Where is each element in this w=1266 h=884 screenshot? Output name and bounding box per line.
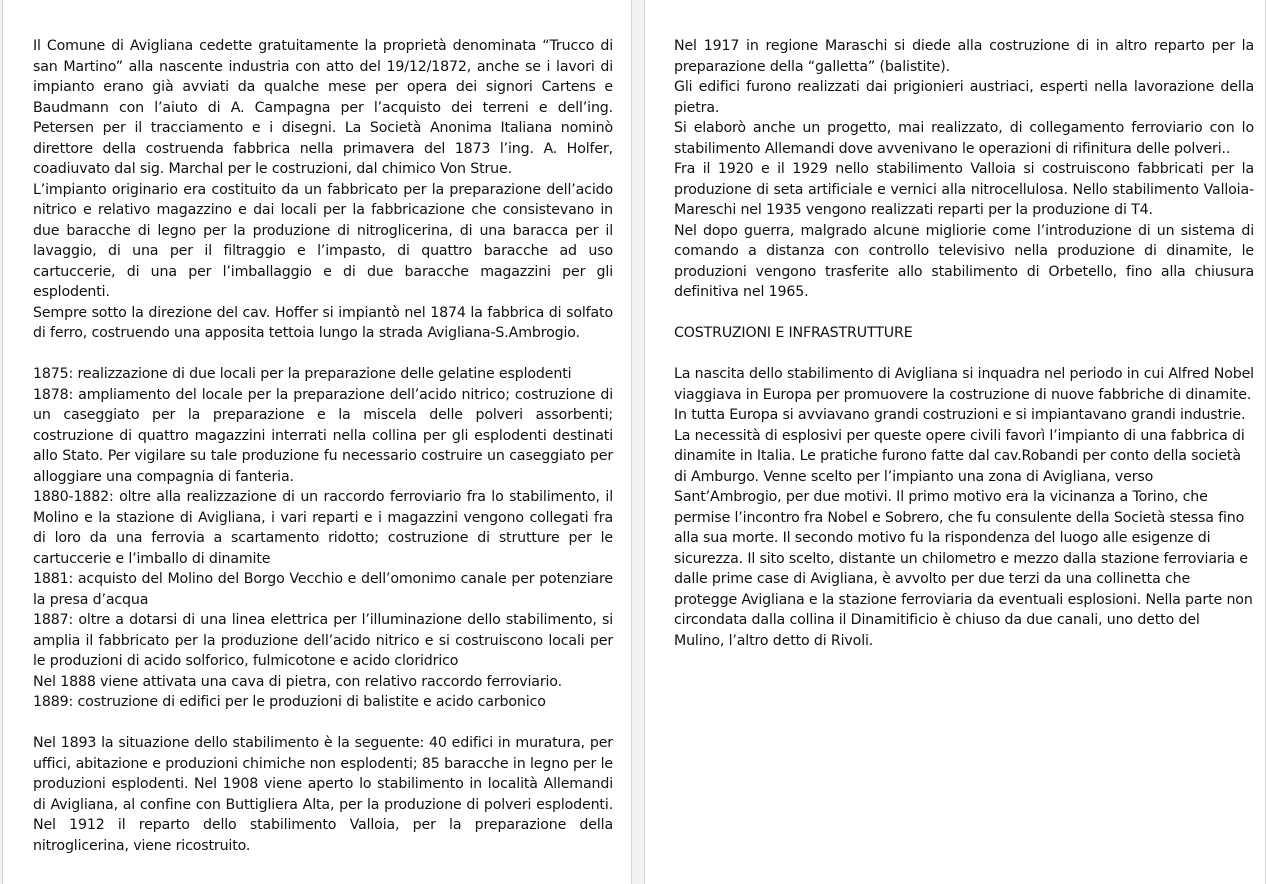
paragraph-rail-project[interactable]: Si elaborò anche un progetto, mai realizzato, di collegamento ferroviario con lo stabilimento Allemandi dove avvenivano le operazioni di rifinitura delle polveri.. (674, 120, 1254, 157)
paragraph-1893[interactable]: Nel 1893 la situazione dello stabilimento è la seguente: 40 edifici in muratura, per uffici, abitazione e produzioni chimiche non esplodenti; 85 baracche in legno per le produzioni esplodenti. Nel 1908 viene aperto lo stabilimento in località Allemandi di Avigliana, al confine con Buttigliera Alta, per la produzione di polveri esplodenti. Nel 1912 il reparto dello stabilimento Valloia, per la preparazione della nitroglicerina, viene ricostruito. (33, 735, 613, 854)
paragraph-1920-1929[interactable]: Fra il 1920 e il 1929 nello stabilimento Valloia si costruiscono fabbricati per la produzione di seta artificiale e vernici alla nitrocellulosa. Nello stabilimento Valloia-Mareschi nel 1935 vengono realizzati reparti per la produzione di T4. (674, 161, 1254, 218)
document-page-right[interactable] (644, 0, 1266, 884)
page-left-body[interactable] (33, 36, 613, 856)
paragraph-original-plant[interactable]: L’impianto originario era costituito da un fabbricato per la preparazione dell’acido nitrico e relativo magazzino e dai locali per la fabbricazione che consistevano in due baracche di legno per la produzione di nitroglicerina, di una baracca per il lavaggio, di una per il filtraggio e l’impasto, di quattro baracche ad uso cartuccerie, di una per l’imballaggio e di due baracche magazzini per gli esplodenti. (33, 181, 613, 300)
blank-line[interactable] (674, 344, 1254, 365)
paragraph-prisoners[interactable]: Gli edifici furono realizzati dai prigionieri austriaci, esperti nella lavorazione della pietra. (674, 79, 1254, 116)
blank-line[interactable] (674, 303, 1254, 324)
paragraph-1917[interactable]: Nel 1917 in regione Maraschi si diede alla costruzione di in altro reparto per la preparazione della “galletta” (balistite). (674, 38, 1254, 75)
paragraph-1880-1882[interactable]: 1880-1882: oltre alla realizzazione di un raccordo ferroviario fra lo stabilimento, il Molino e la stazione di Avigliana, i vari reparti e i magazzini vengono collegati fra di loro da una ferrovia a scartamento ridotto; costruzione di strutture per le cartuccerie e l’imballo di dinamite (33, 489, 613, 567)
paragraph-1881[interactable]: 1881: acquisto del Molino del Borgo Vecchio e dell’omonimo canale per potenziare la presa d’acqua (33, 571, 613, 608)
paragraph-1887[interactable]: 1887: oltre a dotarsi di una linea elettrica per l’illuminazione dello stabilimento, si amplia il fabbricato per la produzione dell’acido nitrico e si costruiscono locali per le produzioni di acido solforico, fulmicotone e acido cloridrico (33, 612, 613, 669)
blank-line[interactable] (33, 344, 613, 365)
paragraph-1888[interactable]: Nel 1888 viene attivata una cava di pietra, con relativo raccordo ferroviario. (33, 673, 562, 690)
paragraph-1889[interactable]: 1889: costruzione di edifici per le produzioni di balistite e acido carbonico (33, 694, 546, 710)
paragraph-postwar[interactable]: Nel dopo guerra, malgrado alcune migliorie come l’introduzione di un sistema di comando a distanza con controllo televisivo nella produzione di dinamite, le produzioni vengono trasferite allo stabilimento di Orbetello, fino alla chiusura definitiva nel 1965. (674, 222, 1254, 300)
paragraph-1874-iron-sulfate[interactable]: Sempre sotto la direzione del cav. Hoffer si impiantò nel 1874 la fabbrica di solfato di ferro, costruendo una apposita tettoia lungo la strada Avigliana-S.Ambrogio. (33, 304, 613, 341)
paragraph-1875[interactable]: 1875: realizzazione di due locali per la preparazione delle gelatine esplodenti (33, 366, 572, 382)
paragraph-nobel-origins[interactable]: La nascita dello stabilimento di Avigliana si inquadra nel periodo in cui Alfred Nobel viaggiava in Europa per promuovere la costruzione di nuove fabbriche di dinamite. In tutta Europa si avviavano grandi costruzioni e si impiantavano grandi industrie. La necessità di esplosivi per queste opere civili favorì l’impianto di una fabbrica di dinamite in Italia. Le pratiche furono fatte dal cav.Robandi per conto della società di Amburgo. Venne scelto per l’impianto una zona di Avigliana, verso Sant’Ambrogio, per due motivi. Il primo motivo era la vicinanza a Torino, che permise l’incontro fra Nobel e Sobrero, che fu consulente della Società stessa fino alla sua morte. Il secondo motivo fu la rispondenza del luogo alle esigenze di sicurezza. Il sito scelto, distante un chilometro e mezzo dalla stazione ferroviaria e dalle prime case di Avigliana, è avvolto per due terzi da una collinetta che protegge Avigliana e la stazione ferroviaria da eventuali esplosioni. Nella parte non circondata dalla collina il Dinamitificio è chiuso da due canali, uno detto del Mulino, l’altro detto di Rivoli. (674, 366, 1254, 649)
page-right-body[interactable] (674, 36, 1254, 651)
paragraph-1878[interactable]: 1878: ampliamento del locale per la preparazione dell’acido nitrico; costruzione di un caseggiato per la preparazione e la miscela delle polveri assorbenti; costruzione di quattro magazzini interrati nella collina per gli esplodenti destinati allo Stato. Per vigilare su tale produzione fu necessario costruire un caseggiato per alloggiare una compagnia di fanteria. (33, 386, 613, 485)
paragraph-1872-cession[interactable]: Il Comune di Avigliana cedette gratuitamente la proprietà denominata “Trucco di san Martino” alla nascente industria con atto del 19/12/1872, anche se i lavori di impianto erano già avviati da qualche mese per opera dei signori Cartens e Baudmann con l’aiuto di A. Campagna per l’acquisto dei terreni e dell’ing. Petersen per il tracciamento e i disegni. La Società Anonima Italiana nominò direttore della costruenda fabbrica nella primavera del 1873 l’ing. A. Holfer, coadiuvato dal sig. Marchal per le costruzioni, dal chimico Von Strue. (33, 38, 613, 177)
blank-line[interactable] (33, 713, 613, 734)
document-page-left[interactable] (2, 0, 632, 884)
section-heading[interactable]: COSTRUZIONI E INFRASTRUTTURE (674, 325, 913, 341)
